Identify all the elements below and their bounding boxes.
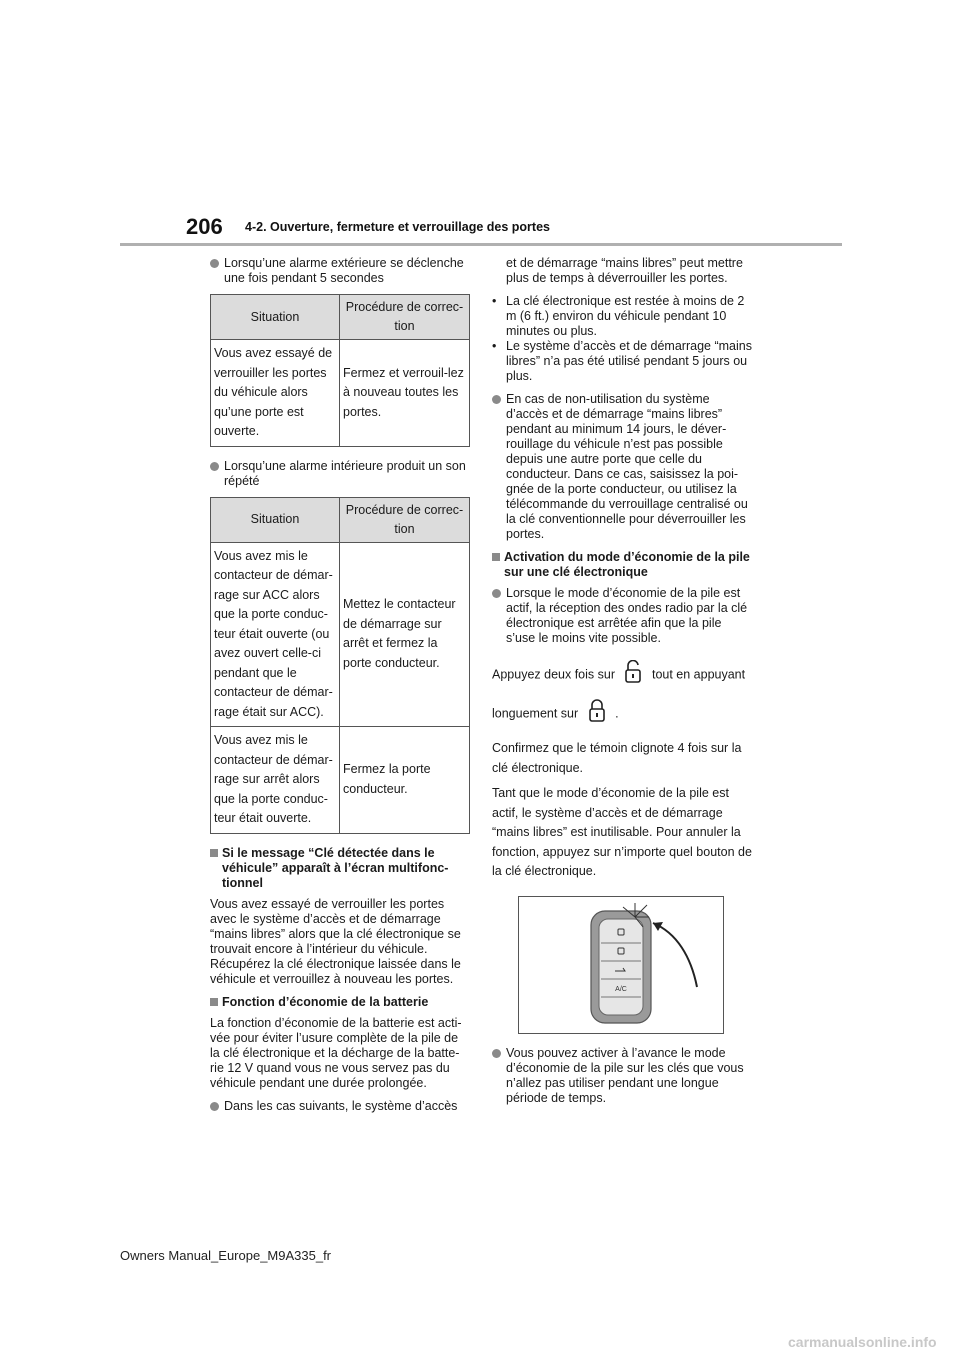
key-ac-label: A/C (615, 985, 627, 993)
instruction-text: tout en appuyant (651, 667, 746, 682)
bullet-dot-icon (492, 1049, 501, 1058)
dash-text: La clé électronique est restée à moins de 2 m (6 ft.) environ du véhicule pendant 10 minutes ou plus. (506, 294, 745, 338)
dash-bullet: • (492, 294, 497, 308)
footer-manual-id: Owners Manual_Europe_M9A335_fr (120, 1248, 332, 1263)
bullet-inside-alarm (210, 459, 470, 489)
subhead-text: Si le message “Clé détectée dans le véhicule” apparaît à l’écran multifonc-tionnel (222, 845, 449, 890)
table-header-procedure: Procédure de correc-tion (340, 497, 470, 542)
table-row (211, 727, 470, 834)
electronic-key-icon (519, 897, 723, 1033)
table-cell-situation: Vous avez essayé de verrouiller les portes du véhicule alors qu’une porte est ouverte. (211, 340, 340, 447)
right-column (492, 256, 754, 1114)
bullet-text: Vous pouvez activer à l’avance le mode d’économie de la pile sur les clés que vous n’allez pas utiliser pendant une longue période de temps. (506, 1045, 744, 1105)
watermark-text: carmanualsonline.info (788, 1334, 937, 1350)
table-cell-procedure: Fermez la porte conducteur. (340, 727, 470, 834)
table-cell-situation: Vous avez mis le contacteur de démar-rage sur arrêt alors que la porte conduc-teur était ouverte. (211, 727, 340, 834)
lock-icon (588, 699, 606, 730)
paragraph-key-detected: Vous avez essayé de verrouiller les portes avec le système d’accès et de démarrage “mains libres” alors que la clé électronique se trouvait encore à l’intérieur du véhicule. Récupérez la clé électronique laissée dans le véhicule et verrouillez à nouveau les portes. (210, 896, 461, 986)
dash-bullet: • (492, 339, 497, 353)
table-header-situation: Situation (211, 295, 340, 340)
bullet-text: Dans les cas suivants, le système d’accès (224, 1098, 458, 1113)
subhead-activation (492, 550, 754, 580)
instruction-text: . (615, 706, 619, 721)
bullet-text: Lorsque le mode d’économie de la pile est actif, la réception des ondes radio par la clé électronique est arrêtée afin que la pile s’use le moins vite possible. (506, 586, 748, 645)
situation-table-1 (210, 294, 470, 447)
square-bullet-icon (210, 849, 218, 857)
table-header-procedure: Procédure de correc-tion (340, 295, 470, 340)
electronic-key-illustration (518, 896, 724, 1034)
bullet-dot-icon (210, 1102, 219, 1111)
table-cell-procedure: Mettez le contacteur de démarrage sur arrêt et fermez la porte conducteur. (340, 542, 470, 727)
bullet-saving-active (492, 586, 754, 646)
table-cell-procedure: Fermez et verrouil-lez à nouveau toutes les portes. (340, 340, 470, 447)
table-cell-situation: Vous avez mis le contacteur de démar-rage sur ACC alors que la porte conduc-teur était ouverte (ou avez ouvert celle-ci pendant que le contacteur de démar-rage était sur ACC). (211, 542, 340, 727)
subhead-text: Fonction d’économie de la batterie (222, 994, 429, 1009)
situation-table-2 (210, 497, 470, 834)
paragraph-battery-saving: La fonction d’économie de la batterie est acti-vée pour éviter l’usure complète de la pile de la clé électronique et la décharge de la batte-rie 12 V quand vous ne vous servez pas du véhicule pendant une durée prolongée. (210, 1015, 462, 1090)
bullet-dot-icon (210, 259, 219, 268)
page-number: 206 (186, 214, 223, 239)
instruction-text: longuement sur (492, 706, 579, 721)
bullet-activate-advance (492, 1046, 754, 1106)
subhead-battery-saving (210, 995, 470, 1010)
table-row (211, 340, 470, 447)
dash-text: Le système d’accès et de démarrage “mains libres” n’a pas été utilisé pendant 5 jours ou plus. (506, 339, 752, 383)
bullet-following-cases (210, 1099, 470, 1114)
bullet-text: Lorsqu’une alarme intérieure produit un son répété (224, 458, 466, 488)
section-title: 4-2. Ouverture, fermeture et verrouillage des portes (245, 220, 550, 234)
square-bullet-icon (492, 553, 500, 561)
instruction-line-2 (492, 699, 754, 730)
bullet-text: En cas de non-utilisation du système d’accès et de démarrage “mains libres” pendant au minimum 14 jours, le déver-rouillage du véhicule n’est pas possible depuis une autre porte que celle du conducteur. Dans ce cas, saisissez la poi-gnée de la porte conducteur, ou utilisez la télécommande du verrouillage centralisé ou la clé conventionnelle pour déverrouiller les portes. (506, 392, 748, 541)
left-column (210, 256, 470, 1122)
square-bullet-icon (210, 998, 218, 1006)
dash-item-distance (492, 294, 754, 339)
dash-item-unused (492, 339, 754, 384)
table-row (211, 542, 470, 727)
unlock-icon (624, 660, 642, 691)
bullet-dot-icon (492, 395, 501, 404)
table-header-situation: Situation (211, 497, 340, 542)
subhead-key-detected (210, 846, 470, 891)
instruction-text: Appuyez deux fois sur (492, 667, 615, 682)
watermark-logo (782, 1328, 960, 1358)
instruction-line-1 (492, 660, 754, 691)
bullet-dot-icon (492, 589, 501, 598)
paragraph-confirm: Confirmez que le témoin clignote 4 fois sur la clé électronique. (492, 741, 742, 775)
bullet-non-use (492, 392, 754, 542)
paragraph-continuation: et de démarrage “mains libres” peut mettre plus de temps à déverrouiller les portes. (506, 256, 743, 285)
subhead-text: Activation du mode d’économie de la pile sur une clé électronique (504, 550, 750, 579)
bullet-outside-alarm (210, 256, 470, 286)
header-rule (120, 243, 842, 246)
bullet-dot-icon (210, 462, 219, 471)
paragraph-inactive: Tant que le mode d’économie de la pile est actif, le système d’accès et de démarrage “mains libres” est inutilisable. Pour annuler la fonction, appuyez sur n’importe quel bouton de la clé électronique. (492, 786, 752, 878)
bullet-text: Lorsqu’une alarme extérieure se déclenche une fois pendant 5 secondes (224, 256, 464, 285)
